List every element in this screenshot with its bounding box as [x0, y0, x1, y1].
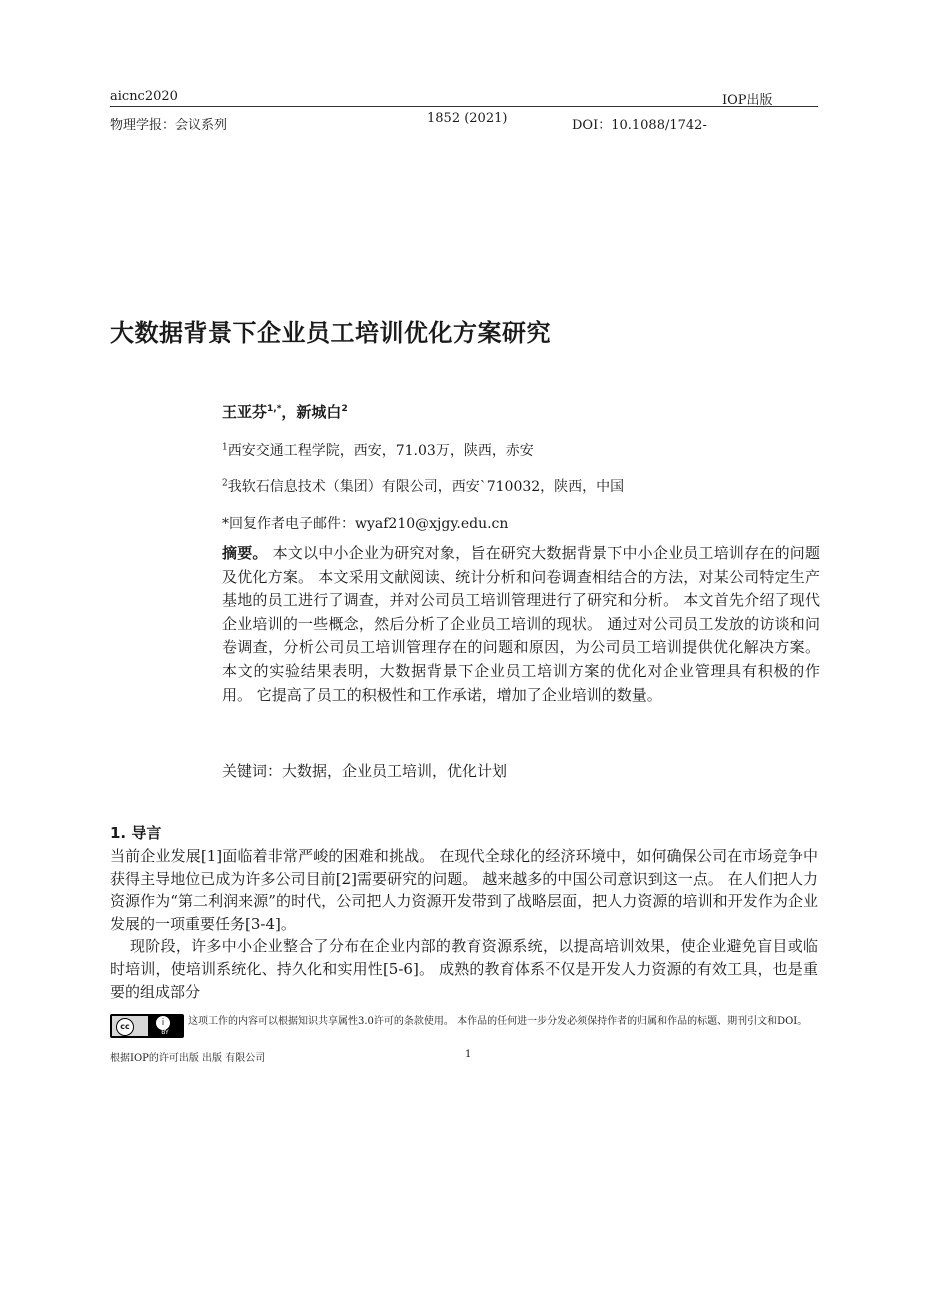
author-affiliation-marker: 2	[341, 404, 348, 414]
author-name: 新城白	[296, 403, 342, 421]
author-affiliation-marker: 1,*	[267, 404, 282, 414]
cc-by-license-badge[interactable]	[110, 1014, 184, 1038]
correspondence-email: *回复作者电子邮件：wyaf210@xjgy.edu.cn	[222, 516, 509, 532]
abstract-text: 本文以中小企业为研究对象，旨在研究大数据背景下中小企业员工培训存在的问题及优化方案。 本文采用文献阅读、统计分析和问卷调查相结合的方法，对某公司特定生产基地的员工进行了调查，并对公司员工培训管理进行了研究和分析。 本文首先介绍了现代企业培训的一些概念，然后分析了企业员工培训的现状。 通过对公司员工发放的访谈和问卷调查，分析公司员工培训管理存在的问题和原因，为公司员工培训提供优化解决方案。 本文的实验结果表明，大数据背景下企业员工培训方案的优化对企业管理具有积极的作用。 它提高了员工的积极性和工作承诺，增加了企业培训的数量。	[222, 544, 820, 704]
affiliation-marker: 2	[222, 478, 228, 489]
page-number: 1	[465, 1049, 472, 1060]
header-rule	[110, 106, 818, 107]
affiliation-marker: 1	[222, 442, 228, 453]
journal-name: 物理学报：会议系列	[110, 118, 228, 133]
keywords: 关键词：大数据，企业员工培训，优化计划	[222, 762, 508, 780]
affiliation-1	[222, 440, 534, 460]
section-heading: 1. 导言	[110, 824, 162, 842]
affiliation-text: 我软石信息技术（集团）有限公司，西安`710032，陕西，中国	[227, 479, 625, 495]
affiliation-text: 西安交通工程学院，西安，71.03万，陕西，赤安	[227, 443, 534, 459]
publisher-note: 根据IOP的许可出版 出版 有限公司	[110, 1053, 266, 1064]
attribution-icon: i	[156, 1016, 170, 1030]
doi[interactable]: DOI：10.1088/1742-	[572, 118, 707, 133]
author-name: 王亚芬	[222, 403, 268, 421]
paper-title: 大数据背景下企业员工培训优化方案研究	[110, 319, 551, 347]
paragraph: 当前企业发展[1]面临着非常严峻的困难和挑战。 在现代全球化的经济环境中，如何确保公司在市场竞争中获得主导地位已成为许多公司目前[2]需要研究的问题。 越来越多的中国公司意识到这一点。 在人们把人力资源作为“第二利润来源”的时代，公司把人力资源开发带到了战略层面，把人力资源的培训和开发作为企业发展的一项重要任务[3-4]。	[110, 847, 818, 933]
author-list	[222, 401, 348, 422]
publisher-name: IOP出版	[722, 93, 773, 108]
conference-name: aicnc2020	[110, 89, 178, 104]
cc-badge-left	[112, 1016, 148, 1036]
cc-icon: cc	[116, 1018, 134, 1036]
abstract-label: 摘要。	[222, 544, 268, 562]
paragraph: 现阶段，许多中小企业整合了分布在企业内部的教育资源系统，以提高培训效果，使企业避免盲目或临时培训，使培训系统化、持久化和实用性[5-6]。 成熟的教育体系不仅是开发人力资源的有效工具，也是重要的组成部分	[110, 937, 818, 1001]
volume-year: 1852 (2021)	[427, 111, 508, 126]
abstract	[222, 542, 820, 707]
author-separator: ，	[281, 403, 297, 421]
section-body	[110, 845, 818, 1003]
affiliation-2	[222, 476, 624, 496]
by-label: BY	[161, 1029, 169, 1036]
license-text: 这项工作的内容可以根据知识共享属性3.0许可的条款使用。 本作品的任何进一步分发必须保持作者的归属和作品的标题、期刊引文和DOI。	[188, 1016, 808, 1027]
